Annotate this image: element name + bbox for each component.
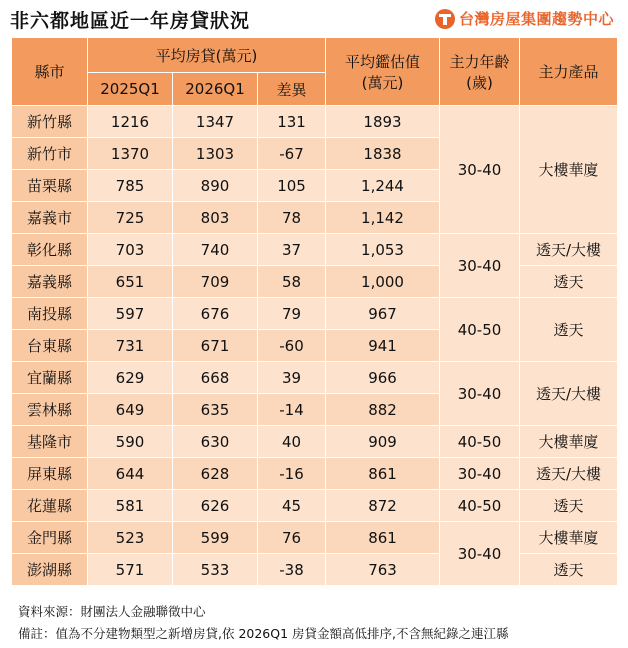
cell-q2026: 890	[173, 170, 258, 202]
cell-diff: 58	[258, 266, 326, 298]
cell-q2026: 671	[173, 330, 258, 362]
cell-q2026: 599	[173, 522, 258, 554]
cell-city: 嘉義市	[12, 202, 88, 234]
cell-appraisal: 882	[326, 394, 440, 426]
cell-q2026: 626	[173, 490, 258, 522]
cell-city: 彰化縣	[12, 234, 88, 266]
header-appraisal	[326, 38, 440, 106]
table-row	[12, 234, 618, 266]
cell-city: 基隆市	[12, 426, 88, 458]
cell-appraisal: 1,000	[326, 266, 440, 298]
cell-age: 40-50	[440, 490, 520, 522]
header-appraisal-line2: (萬元)	[361, 73, 404, 92]
cell-age: 30-40	[440, 362, 520, 426]
cell-q2026: 628	[173, 458, 258, 490]
cell-product: 透天/大樓	[520, 234, 618, 266]
source-note: 資料來源：財團法人金融聯徵中心	[18, 604, 206, 619]
cell-city: 金門縣	[12, 522, 88, 554]
cell-q2025: 581	[88, 490, 173, 522]
cell-q2025: 651	[88, 266, 173, 298]
cell-diff: 131	[258, 106, 326, 138]
cell-q2025: 1370	[88, 138, 173, 170]
cell-city: 花蓮縣	[12, 490, 88, 522]
table-row	[12, 362, 618, 394]
header	[0, 0, 628, 40]
cell-q2025: 725	[88, 202, 173, 234]
cell-diff: 76	[258, 522, 326, 554]
cell-q2025: 785	[88, 170, 173, 202]
cell-city: 澎湖縣	[12, 554, 88, 586]
cell-diff: 78	[258, 202, 326, 234]
logo-text: 台灣房屋集團趨勢中心	[458, 10, 614, 28]
cell-q2026: 1347	[173, 106, 258, 138]
table-row	[12, 490, 618, 522]
table-row	[12, 298, 618, 330]
cell-q2025: 590	[88, 426, 173, 458]
header-appraisal-line1: 平均鑑估值	[345, 52, 421, 71]
cell-q2026: 740	[173, 234, 258, 266]
company-logo-icon	[435, 9, 455, 29]
cell-q2026: 676	[173, 298, 258, 330]
header-product: 主力產品	[520, 38, 618, 106]
cell-appraisal: 966	[326, 362, 440, 394]
cell-appraisal: 1,244	[326, 170, 440, 202]
cell-age: 30-40	[440, 106, 520, 234]
cell-product: 透天	[520, 266, 618, 298]
cell-appraisal: 1,053	[326, 234, 440, 266]
cell-diff: -60	[258, 330, 326, 362]
cell-diff: -16	[258, 458, 326, 490]
cell-appraisal: 872	[326, 490, 440, 522]
cell-product: 大樓華廈	[520, 522, 618, 554]
cell-age: 30-40	[440, 234, 520, 298]
cell-q2026: 630	[173, 426, 258, 458]
cell-q2025: 731	[88, 330, 173, 362]
cell-appraisal: 861	[326, 522, 440, 554]
cell-q2026: 533	[173, 554, 258, 586]
cell-q2025: 629	[88, 362, 173, 394]
table-row	[12, 554, 618, 586]
cell-diff: -38	[258, 554, 326, 586]
cell-product: 透天	[520, 554, 618, 586]
cell-q2026: 635	[173, 394, 258, 426]
cell-city: 新竹市	[12, 138, 88, 170]
page-title: 非六都地區近一年房貸狀況	[10, 10, 251, 32]
cell-q2025: 571	[88, 554, 173, 586]
table-row	[12, 458, 618, 490]
cell-city: 台東縣	[12, 330, 88, 362]
cell-age: 40-50	[440, 298, 520, 362]
mortgage-table	[11, 37, 618, 586]
cell-appraisal: 1893	[326, 106, 440, 138]
cell-diff: -14	[258, 394, 326, 426]
cell-q2026: 709	[173, 266, 258, 298]
table-row	[12, 266, 618, 298]
cell-age: 40-50	[440, 426, 520, 458]
cell-appraisal: 909	[326, 426, 440, 458]
cell-appraisal: 861	[326, 458, 440, 490]
cell-appraisal: 1,142	[326, 202, 440, 234]
cell-city: 南投縣	[12, 298, 88, 330]
cell-diff: 105	[258, 170, 326, 202]
header-avg-loan: 平均房貸(萬元)	[88, 38, 326, 73]
header-q2025: 2025Q1	[88, 73, 173, 106]
cell-q2025: 523	[88, 522, 173, 554]
cell-city: 宜蘭縣	[12, 362, 88, 394]
cell-q2026: 1303	[173, 138, 258, 170]
cell-q2025: 644	[88, 458, 173, 490]
cell-product: 透天	[520, 490, 618, 522]
header-diff: 差異	[258, 73, 326, 106]
header-age	[440, 38, 520, 106]
table-row	[12, 106, 618, 138]
cell-age: 30-40	[440, 522, 520, 586]
cell-q2026: 803	[173, 202, 258, 234]
cell-product: 大樓華廈	[520, 106, 618, 234]
header-city: 縣市	[12, 38, 88, 106]
cell-diff: 45	[258, 490, 326, 522]
cell-q2025: 703	[88, 234, 173, 266]
cell-q2026: 668	[173, 362, 258, 394]
cell-appraisal: 763	[326, 554, 440, 586]
cell-diff: 40	[258, 426, 326, 458]
cell-product: 透天/大樓	[520, 458, 618, 490]
header-age-line2: (歲)	[466, 73, 493, 92]
header-age-line1: 主力年齡	[449, 52, 510, 71]
cell-q2025: 597	[88, 298, 173, 330]
cell-product: 透天/大樓	[520, 362, 618, 426]
cell-city: 雲林縣	[12, 394, 88, 426]
cell-q2025: 649	[88, 394, 173, 426]
company-logo	[435, 8, 614, 29]
cell-diff: -67	[258, 138, 326, 170]
cell-q2025: 1216	[88, 106, 173, 138]
table-row	[12, 522, 618, 554]
cell-appraisal: 1838	[326, 138, 440, 170]
header-q2026: 2026Q1	[173, 73, 258, 106]
cell-appraisal: 967	[326, 298, 440, 330]
cell-city: 苗栗縣	[12, 170, 88, 202]
cell-appraisal: 941	[326, 330, 440, 362]
footnote: 備註：值為不分建物類型之新增房貸,依 2026Q1 房貸金額高低排序,不含無紀錄之連江縣	[18, 626, 509, 641]
cell-product: 透天	[520, 298, 618, 362]
cell-age: 30-40	[440, 458, 520, 490]
cell-product: 大樓華廈	[520, 426, 618, 458]
cell-city: 新竹縣	[12, 106, 88, 138]
cell-city: 嘉義縣	[12, 266, 88, 298]
cell-diff: 37	[258, 234, 326, 266]
cell-city: 屏東縣	[12, 458, 88, 490]
table-row	[12, 426, 618, 458]
cell-diff: 79	[258, 298, 326, 330]
cell-diff: 39	[258, 362, 326, 394]
